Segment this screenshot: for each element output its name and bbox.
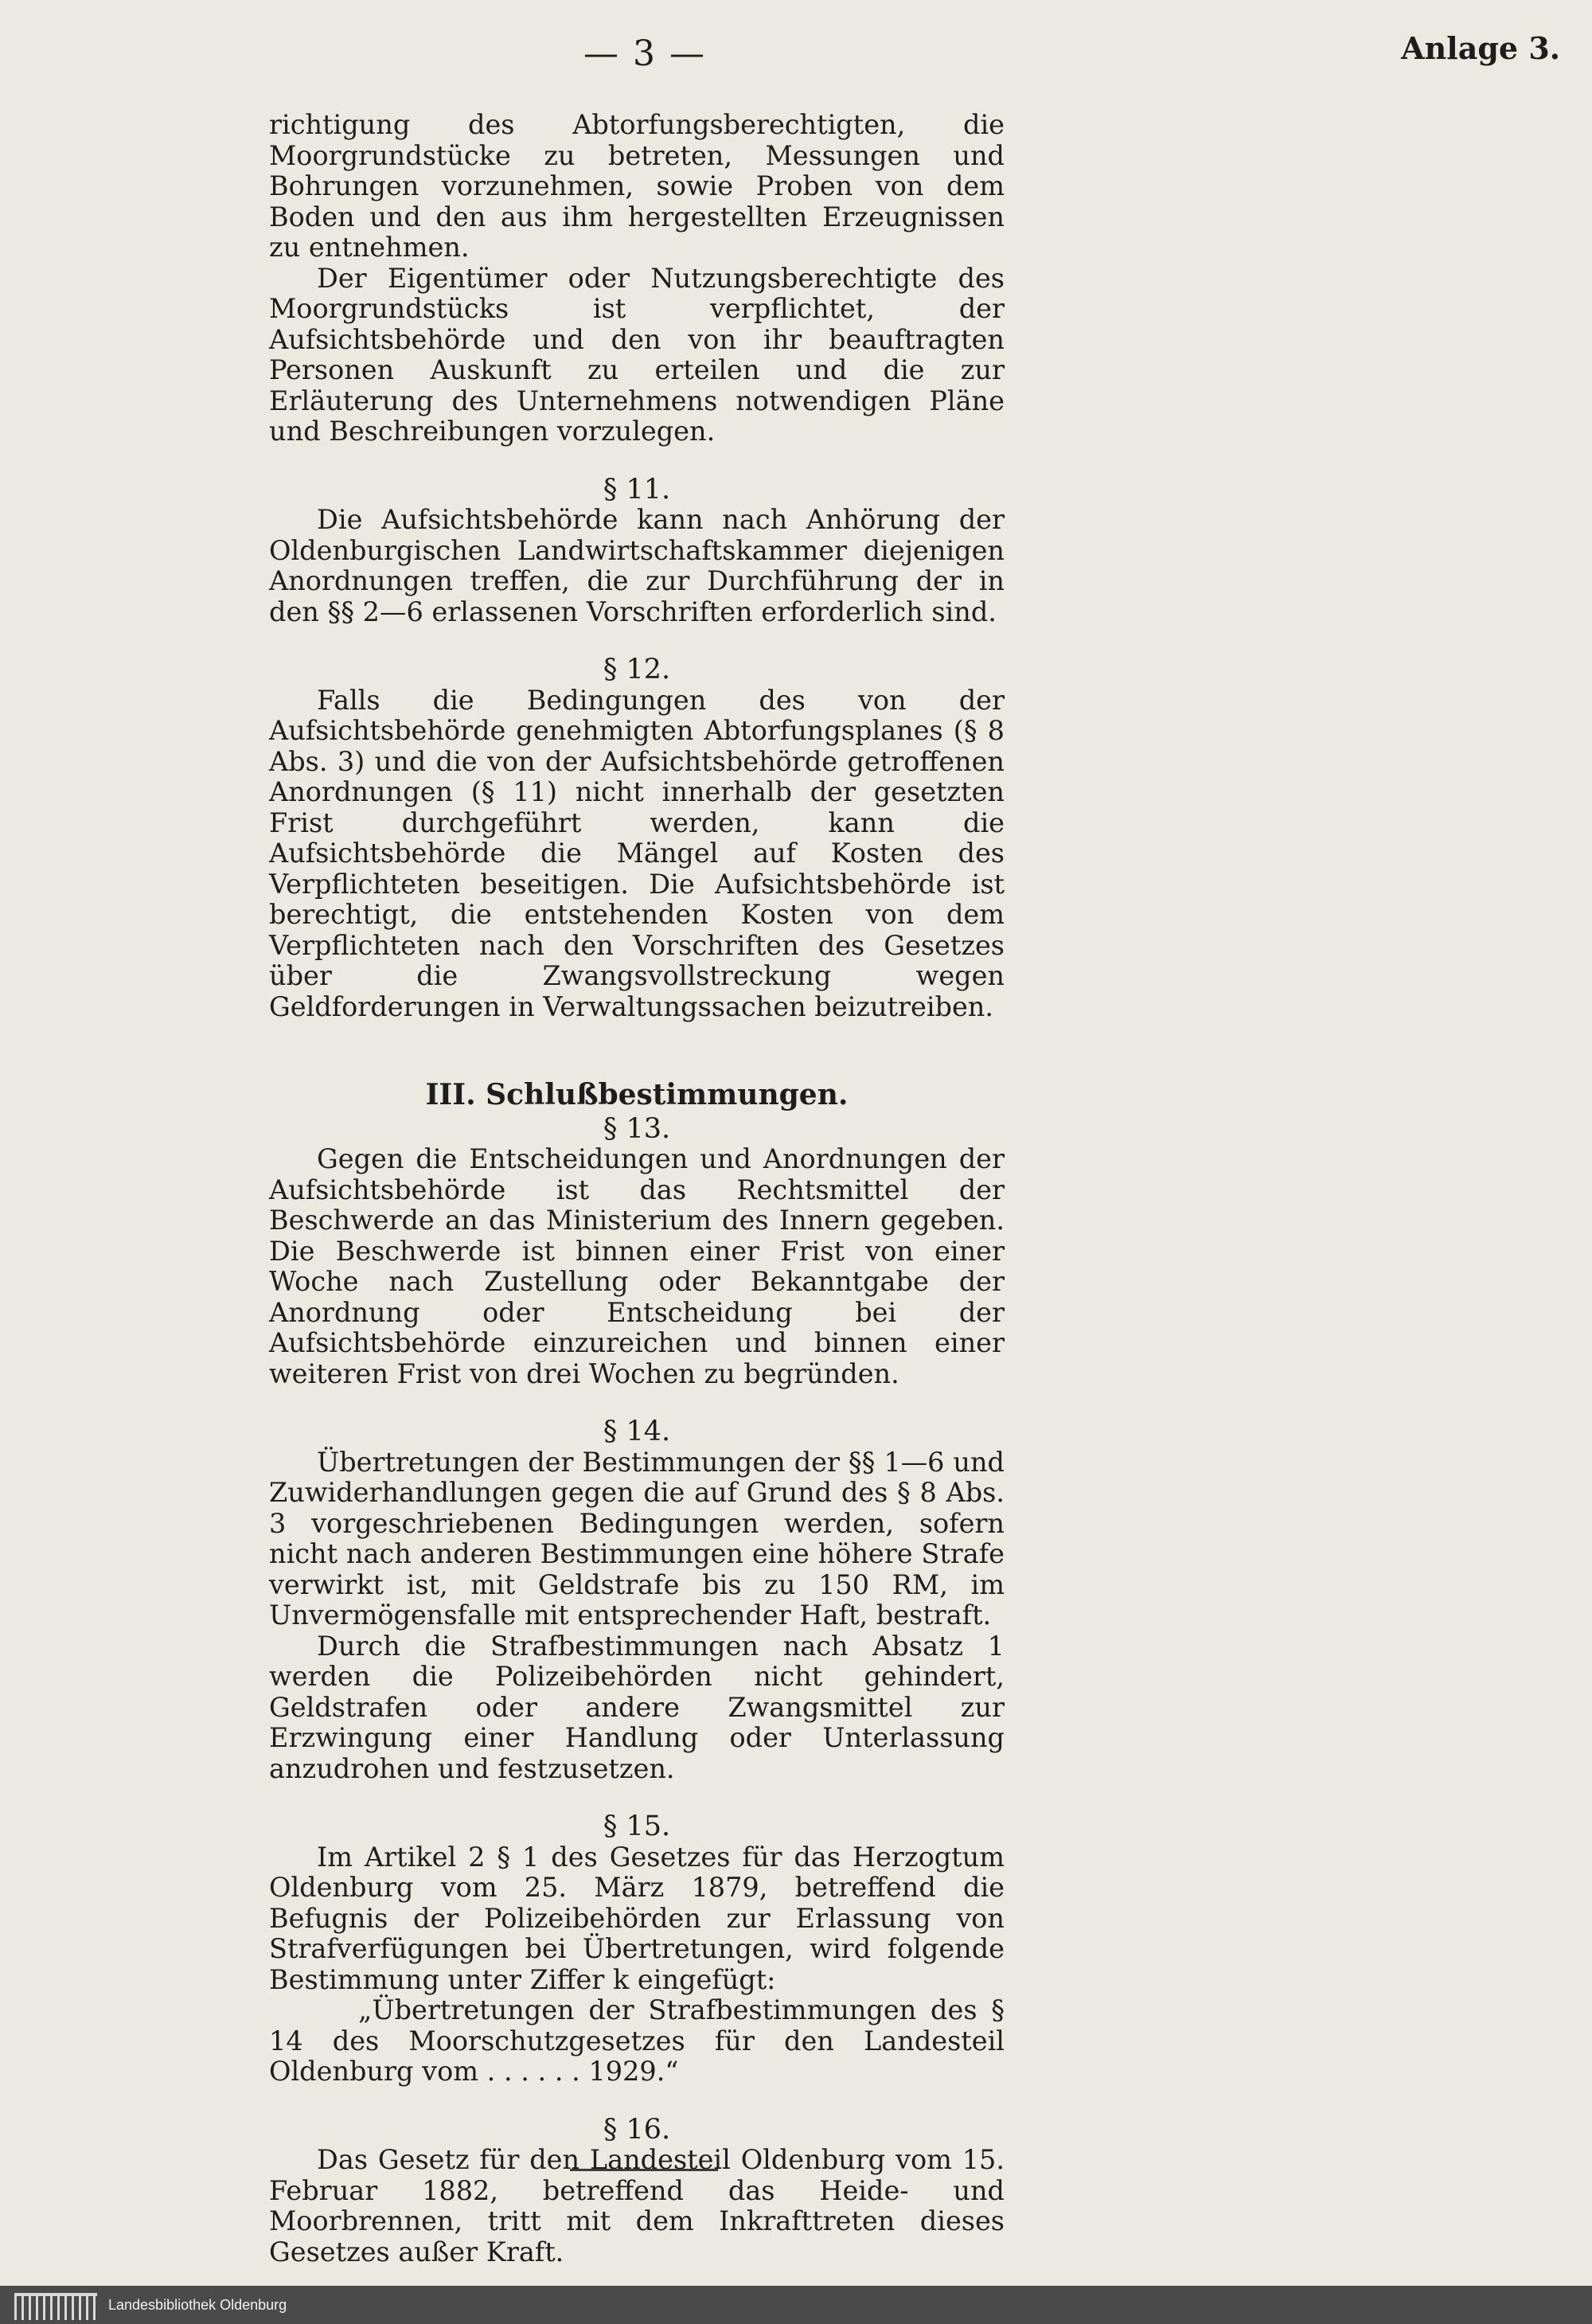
page-number: — 3 — (583, 33, 706, 74)
chapter-heading: III. Schlußbestimmungen. (425, 1078, 849, 1111)
section-12-text: Falls die Bedingungen des von der Aufsichtsbehörde genehmigten Abtorfungsplanes (§ 8 Abs. 3) und die von der Aufsichtsbehörde getroffenen Anordnungen (§ 11) nicht innerhalb der gesetzten Frist durchgeführt werden, kann die Aufsichtsbehörde die Mängel auf Kosten des Verpflichteten beseitigen. Die Aufsichtsbehörde ist berechtigt, die entstehenden Kosten von dem Verpflichteten nach den Vorschriften des Gesetzes über die Zwangsvollstreckung wegen Geldforderungen in Verwaltungssachen beizutreiben. (269, 684, 1005, 1022)
library-building-icon (14, 2293, 97, 2320)
section-12-heading: § 12. (603, 654, 671, 685)
paragraph-continuation: richtigung des Abtorfungsberechtigten, die Moorgrundstücke zu betreten, Messungen und Bohrungen vorzunehmen, sowie Proben von dem Boden und den aus ihm hergestellten Erzeugnissen zu entnehmen. (269, 109, 1005, 263)
document-body (269, 110, 1005, 2267)
paragraph-owner-duty: Der Eigentümer oder Nutzungsberechtigte des Moorgrundstücks ist verpflichtet, der Aufsichtsbehörde und den von ihr beauftragten Personen Auskunft zu erteilen und die zur Erläuterung des Unternehmens notwendigen Pläne und Beschreibungen vorzulegen. (269, 262, 1005, 447)
section-13-heading: § 13. (603, 1112, 671, 1145)
section-14-heading: § 14. (603, 1416, 671, 1447)
section-11-text: Die Aufsichtsbehörde kann nach Anhörung der Oldenburgischen Landwirtschaftskammer diejenigen Anordnungen treffen, die zur Durchführung der in den §§ 2—6 erlassenen Vorschriften erforderlich sind. (269, 504, 1005, 627)
end-rule (570, 2169, 718, 2171)
section-15-text: Im Artikel 2 § 1 des Gesetzes für das Herzogtum Oldenburg vom 25. März 1879, betreffend die Befugnis der Polizeibehörden zur Erlassung von Strafverfügungen bei Übertretungen, wird folgende Bestimmung unter Ziffer k eingefügt: (269, 1841, 1005, 1995)
library-footer (0, 2286, 1592, 2324)
section-16-text: Das Gesetz für den Landesteil Oldenburg vom 15. Februar 1882, betreffend das Heide- und Moorbrennen, tritt mit dem Inkrafttreten dieses Gesetzes außer Kraft. (269, 2144, 1005, 2267)
section-13-text: Gegen die Entscheidungen und Anordnungen der Aufsichtsbehörde ist das Rechtsmittel der Beschwerde an das Ministerium des Innern gegeben. Die Beschwerde ist binnen einer Frist von einer Woche nach Zustellung oder Bekanntgabe der Anordnung oder Entscheidung bei der Aufsichtsbehörde einzureichen und binnen einer weiteren Frist von drei Wochen zu begründen. (269, 1143, 1005, 1389)
section-14-text-2: Durch die Strafbestimmungen nach Absatz 1 werden die Polizeibehörden nicht gehindert, Geldstrafen oder andere Zwangsmittel zur Erzwingung einer Handlung oder Unterlassung anzudrohen und festzusetzen. (269, 1630, 1005, 1784)
section-15-quote: „Übertretungen der Strafbestimmungen des § 14 des Moorschutzgesetzes für den Landesteil Oldenburg vom . . . . . . 1929.“ (269, 1994, 1005, 2087)
section-15-heading: § 15. (603, 1810, 671, 1842)
section-11-heading: § 11. (603, 473, 671, 506)
annex-label: Anlage 3. (1401, 30, 1560, 66)
section-14-text-1: Übertretungen der Bestimmungen der §§ 1—6 und Zuwiderhandlungen gegen die auf Grund des § 8 Abs. 3 vorgeschriebenen Bedingungen werden, sofern nicht nach anderen Bestimmungen eine höhere Strafe verwirkt ist, mit Geldstrafe bis zu 150 RM, im Unvermögensfalle mit entsprechender Haft, bestraft. (269, 1446, 1005, 1631)
library-name: Landesbibliothek Oldenburg (108, 2297, 287, 2313)
section-16-heading: § 16. (603, 2113, 671, 2146)
